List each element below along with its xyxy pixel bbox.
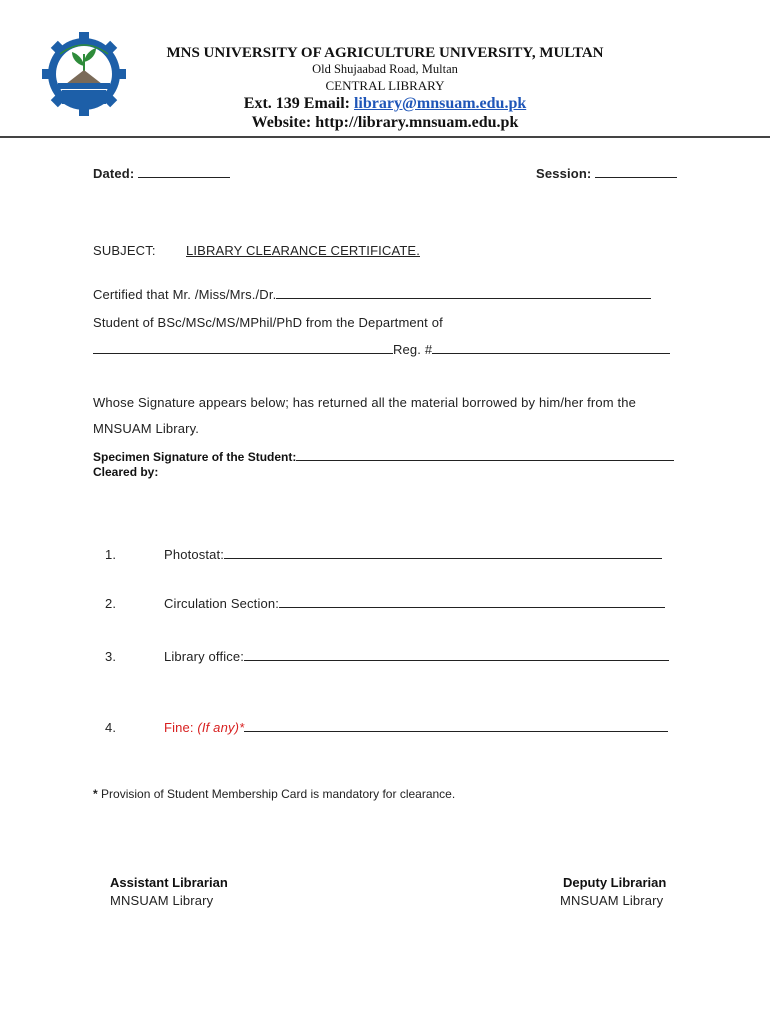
photostat-line — [164, 547, 662, 562]
library-office-label: Library office: — [164, 649, 245, 664]
library-office-blank[interactable] — [244, 649, 669, 661]
department-blank[interactable] — [93, 342, 393, 354]
fine-if-any: (If any)* — [197, 720, 245, 735]
membership-note — [93, 787, 455, 801]
central-library-label: CENTRAL LIBRARY — [325, 78, 445, 93]
ext-email-label: Ext. 139 Email: — [243, 95, 354, 112]
cleared-by-label: Cleared by: — [93, 465, 159, 479]
university-name: MNS UNIVERSITY OF AGRICULTURE UNIVERSITY, MULTAN — [166, 45, 604, 61]
assistant-librarian-sub: MNSUAM Library — [110, 893, 214, 908]
email-link[interactable]: library@mnsuam.edu.pk — [353, 95, 527, 112]
university-address: Old Shujaabad Road, Multan — [312, 62, 458, 76]
reg-label: Reg. # — [393, 342, 433, 357]
specimen-blank[interactable] — [296, 449, 674, 461]
circulation-blank[interactable] — [279, 596, 665, 608]
session-field — [536, 166, 677, 181]
certified-text: Certified that Mr. /Miss/Mrs./Dr. — [93, 287, 277, 302]
department-reg-line — [93, 342, 670, 357]
deputy-librarian-sub: MNSUAM Library — [560, 893, 664, 908]
dated-field — [93, 166, 230, 181]
specimen-label: Specimen Signature of the Student: — [93, 450, 297, 464]
circulation-line — [164, 596, 665, 611]
whose-text: Whose Signature appears below; has returned all the material borrowed by him/her from the — [93, 395, 637, 410]
specimen-line — [93, 449, 674, 464]
photostat-label: Photostat: — [164, 547, 225, 562]
deputy-librarian-title: Deputy Librarian — [563, 875, 667, 890]
note-asterisk: * — [93, 787, 98, 801]
student-text: Student of BSc/MSc/MS/MPhil/PhD from the Department of — [93, 315, 443, 330]
assistant-librarian-title: Assistant Librarian — [110, 875, 228, 890]
mnsuam-library-text: MNSUAM Library. — [93, 421, 200, 436]
dated-blank[interactable] — [138, 166, 230, 178]
item-number: 4. — [105, 720, 117, 735]
note-text: Provision of Student Membership Card is mandatory for clearance. — [101, 787, 456, 801]
name-blank[interactable] — [276, 287, 651, 299]
reg-blank[interactable] — [432, 342, 670, 354]
photostat-blank[interactable] — [224, 547, 662, 559]
dated-label: Dated: — [93, 166, 135, 181]
fine-blank[interactable] — [244, 720, 668, 732]
library-office-line — [164, 649, 669, 664]
website-line: Website: http://library.mnsuam.edu.pk — [251, 114, 519, 131]
subject-title: LIBRARY CLEARANCE CERTIFICATE. — [186, 243, 420, 258]
item-number: 1. — [105, 547, 117, 562]
session-blank[interactable] — [595, 166, 677, 178]
subject-label: SUBJECT: — [93, 243, 156, 258]
session-label: Session: — [536, 166, 592, 181]
header-divider — [0, 136, 770, 138]
email-line — [0, 95, 770, 113]
circulation-label: Circulation Section: — [164, 596, 279, 611]
item-number: 2. — [105, 596, 117, 611]
fine-line — [164, 720, 668, 735]
certified-line — [93, 287, 651, 302]
item-number: 3. — [105, 649, 117, 664]
fine-label: Fine: — [164, 720, 198, 735]
